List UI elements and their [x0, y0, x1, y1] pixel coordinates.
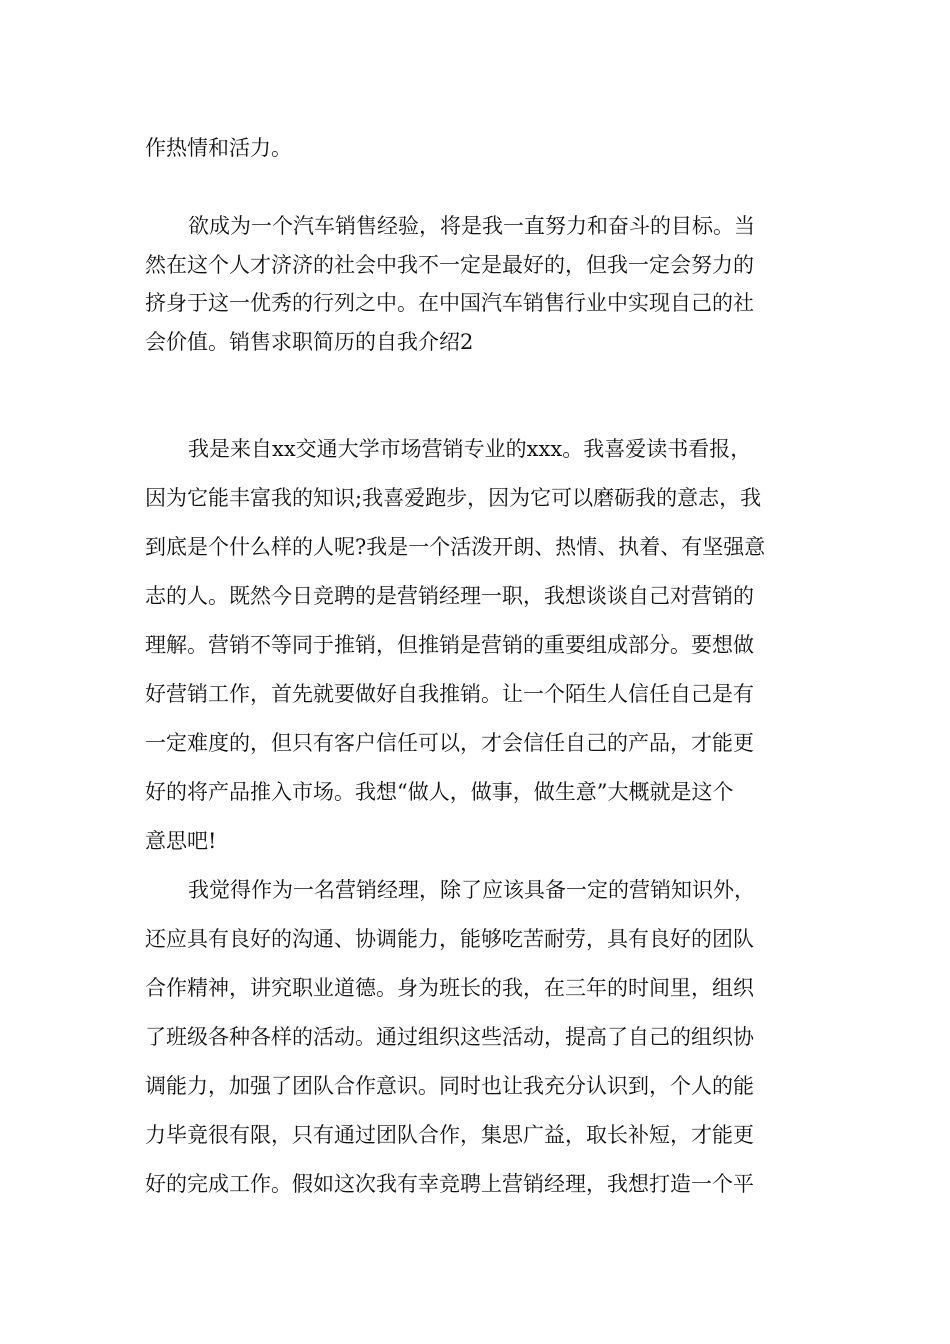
text-line: 理解。营销不等同于推销，但推销是营销的重要组成部分。要想做	[145, 633, 754, 657]
text-line: 了班级各种各样的活动。通过组织这些活动，提高了自己的组织协	[145, 1025, 754, 1049]
text-line: 力毕竟很有限，只有通过团队合作，集思广益，取长补短，才能更	[145, 1123, 754, 1147]
text-line: 意思吧!	[145, 829, 217, 853]
text-line: 欲成为一个汽车销售经验，将是我一直努力和奋斗的目标。当	[188, 214, 755, 238]
text-line: 合作精神，讲究职业道德。身为班长的我，在三年的时间里，组织	[145, 976, 754, 1000]
text-line: 因为它能丰富我的知识;我喜爱跑步，因为它可以磨砺我的意志，我	[145, 486, 762, 510]
text-line: 好营销工作，首先就要做好自我推销。让一个陌生人信任自己是有	[145, 682, 754, 706]
text-line: 一定难度的，但只有客户信任可以，才会信任自己的产品，才能更	[145, 731, 754, 755]
text-line: 挤身于这一优秀的行列之中。在中国汽车销售行业中实现自己的社	[145, 291, 754, 315]
text-line: 好的将产品推入市场。我想“做人，做事，做生意”大概就是这个	[145, 780, 734, 804]
text-line: 还应具有良好的沟通、协调能力，能够吃苦耐劳，具有良好的团队	[145, 927, 754, 951]
text-line: 到底是个什么样的人呢?我是一个活泼开朗、热情、执着、有坚强意	[145, 535, 766, 559]
text-line: 作热情和活力。	[145, 136, 292, 160]
text-line: 好的完成工作。假如这次我有幸竞聘上营销经理，我想打造一个平	[145, 1172, 754, 1196]
text-line: 我是来自xx交通大学市场营销专业的xxx。我喜爱读书看报，	[188, 437, 752, 461]
text-line: 然在这个人才济济的社会中我不一定是最好的，但我一定会努力的	[145, 253, 754, 277]
text-line: 我觉得作为一名营销经理，除了应该具备一定的营销知识外，	[188, 878, 755, 902]
text-line: 调能力，加强了团队合作意识。同时也让我充分认识到，个人的能	[145, 1074, 754, 1098]
text-line: 会价值。销售求职简历的自我介绍2	[145, 330, 474, 354]
text-line: 志的人。既然今日竞聘的是营销经理一职，我想谈谈自己对营销的	[145, 584, 754, 608]
